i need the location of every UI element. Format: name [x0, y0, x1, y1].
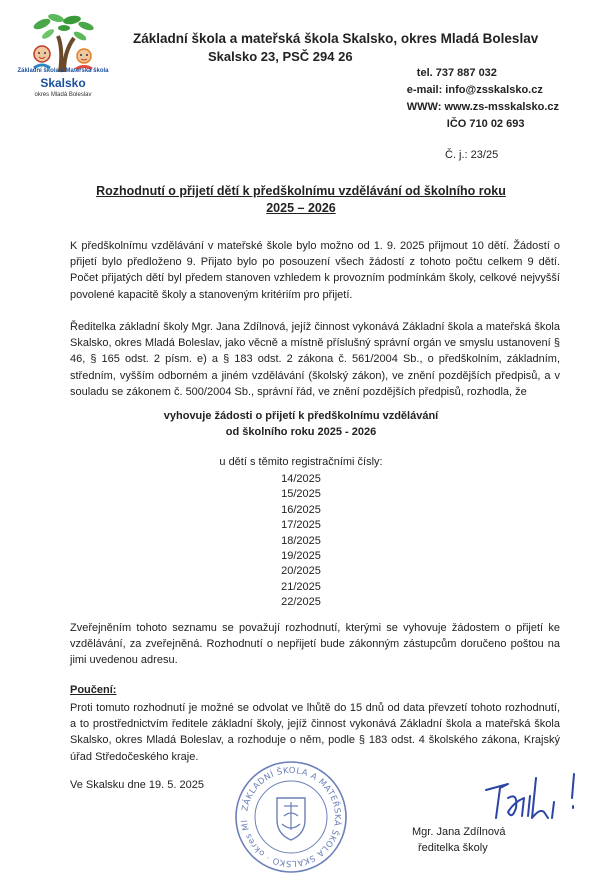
reference-number: Č. j.: 23/25: [445, 149, 499, 161]
svg-text:ZÁKLADNÍ ŠKOLA A MATEŘSKÁ ŠKOL: ZÁKLADNÍ ŠKOLA A MATEŘSKÁ ŠKOLA SKALSKO · okres Ml: [239, 764, 344, 870]
website: WWW: www.zs-msskalsko.cz: [406, 101, 559, 113]
logo-text-name: Skalsko: [40, 76, 86, 90]
email-address: e-mail: info@zsskalsko.cz: [406, 84, 543, 96]
decision-statement: [60, 408, 542, 440]
registration-number: 21/2025: [281, 580, 321, 593]
paragraph-authority: Ředitelka základní školy Mgr. Jana Zdílnová, jejíž činnost vykonává Základní škola a mateřská škola Skalsko, okres Mladá Boleslav, jako věcně a místně příslušný správní orgán ve smyslu ustanovení § 46, § 165 odst. 2 písm. e) a § 183 odst. 2 zákona č. 561/2004 Sb., o předškolním, základním, středním, vyšším odborném a jiném vzdělávání (školský zákon), ve znění pozdějších předpisů, a v souladu se zákonem č. 500/2004 Sb., správní řád, ve znění pozdějších předpisů, rozhodla, že: [70, 321, 560, 398]
registration-number: 15/2025: [281, 488, 321, 501]
handwritten-signature-icon: [478, 768, 588, 830]
registration-number: 18/2025: [281, 534, 321, 547]
signer-block: [412, 824, 506, 856]
company-id: IČO 710 02 693: [446, 118, 525, 130]
registration-number: 19/2025: [281, 549, 321, 562]
paragraph-appeal: Proti tomuto rozhodnutí je možné se odvolat ve lhůtě do 15 dnů od data převzetí tohoto rozhodnutí, a to prostřednictvím ředitele základní školy, jejíž činnost vykonává Základní škola a mateřská škola Skalsko, okres Mladá Boleslav, a rozhoduje o něm, podle § 183 odst. 4 školského zákona, Krajský úřad Středočeského kraje.: [70, 702, 560, 763]
signer-role: ředitelka školy: [418, 842, 488, 854]
registration-list: [60, 472, 542, 611]
instruction-heading: Poučení:: [70, 684, 117, 696]
school-address: Skalsko 23, PSČ 294 26: [208, 49, 353, 64]
place-and-date: Ve Skalsku dne 19. 5. 2025: [70, 779, 204, 791]
registration-number: 20/2025: [281, 565, 321, 578]
document-title: [60, 183, 542, 217]
title-line-2: 2025 – 2026: [266, 201, 336, 215]
paragraph-capacity: K předškolnímu vzdělávání v mateřské škole bylo možno od 1. 9. 2025 přijmout 10 dětí. Žádostí o přijetí bylo předloženo 9. Přijato bylo po posouzení všech žádostí z tohoto počtu celkem 9 dětí. Počet přijatých dětí byl předem stanoven vzhledem k provozním podmínkám školy, celkové nejvyšší povolené kapacitě školy a stanoveným kritériím pro přijetí.: [70, 240, 560, 301]
registration-number: 16/2025: [281, 503, 321, 516]
logo-text-district: okres Mladá Boleslav: [34, 92, 92, 98]
registration-number: 17/2025: [281, 519, 321, 532]
phone-number: tel. 737 887 032: [416, 67, 497, 79]
signature: [478, 768, 588, 830]
registration-number: 22/2025: [281, 596, 321, 609]
title-line-1: Rozhodnutí o přijetí dětí k předškolnímu vzdělávání od školního roku: [96, 184, 506, 198]
school-stamp: [232, 758, 350, 876]
registration-number: 14/2025: [281, 473, 321, 485]
school-name: Základní škola a mateřská škola Skalsko, okres Mladá Boleslav: [133, 31, 539, 46]
registration-intro: u dětí s těmito registračními čísly:: [219, 456, 383, 468]
school-stamp-icon: [232, 758, 350, 876]
signer-name: Mgr. Jana Zdílnová: [412, 826, 506, 838]
paragraph-publication: Zveřejněním tohoto seznamu se považují rozhodnutí, kterými se vyhovuje žádostem o přijetí ke vzdělávání, za zveřejněná. Rozhodnutí o nepřijetí bude zákonným zástupcům doručeno poštou na jimi uvedenou adresu.: [70, 622, 560, 667]
logo-text-line1: Základní škola a Mateřská škola: [17, 68, 109, 74]
contact-block: [407, 65, 559, 133]
decision-line-1: vyhovuje žádosti o přijetí k předškolnímu vzdělávání: [163, 410, 439, 422]
decision-line-2: od školního roku 2025 - 2026: [225, 426, 377, 438]
